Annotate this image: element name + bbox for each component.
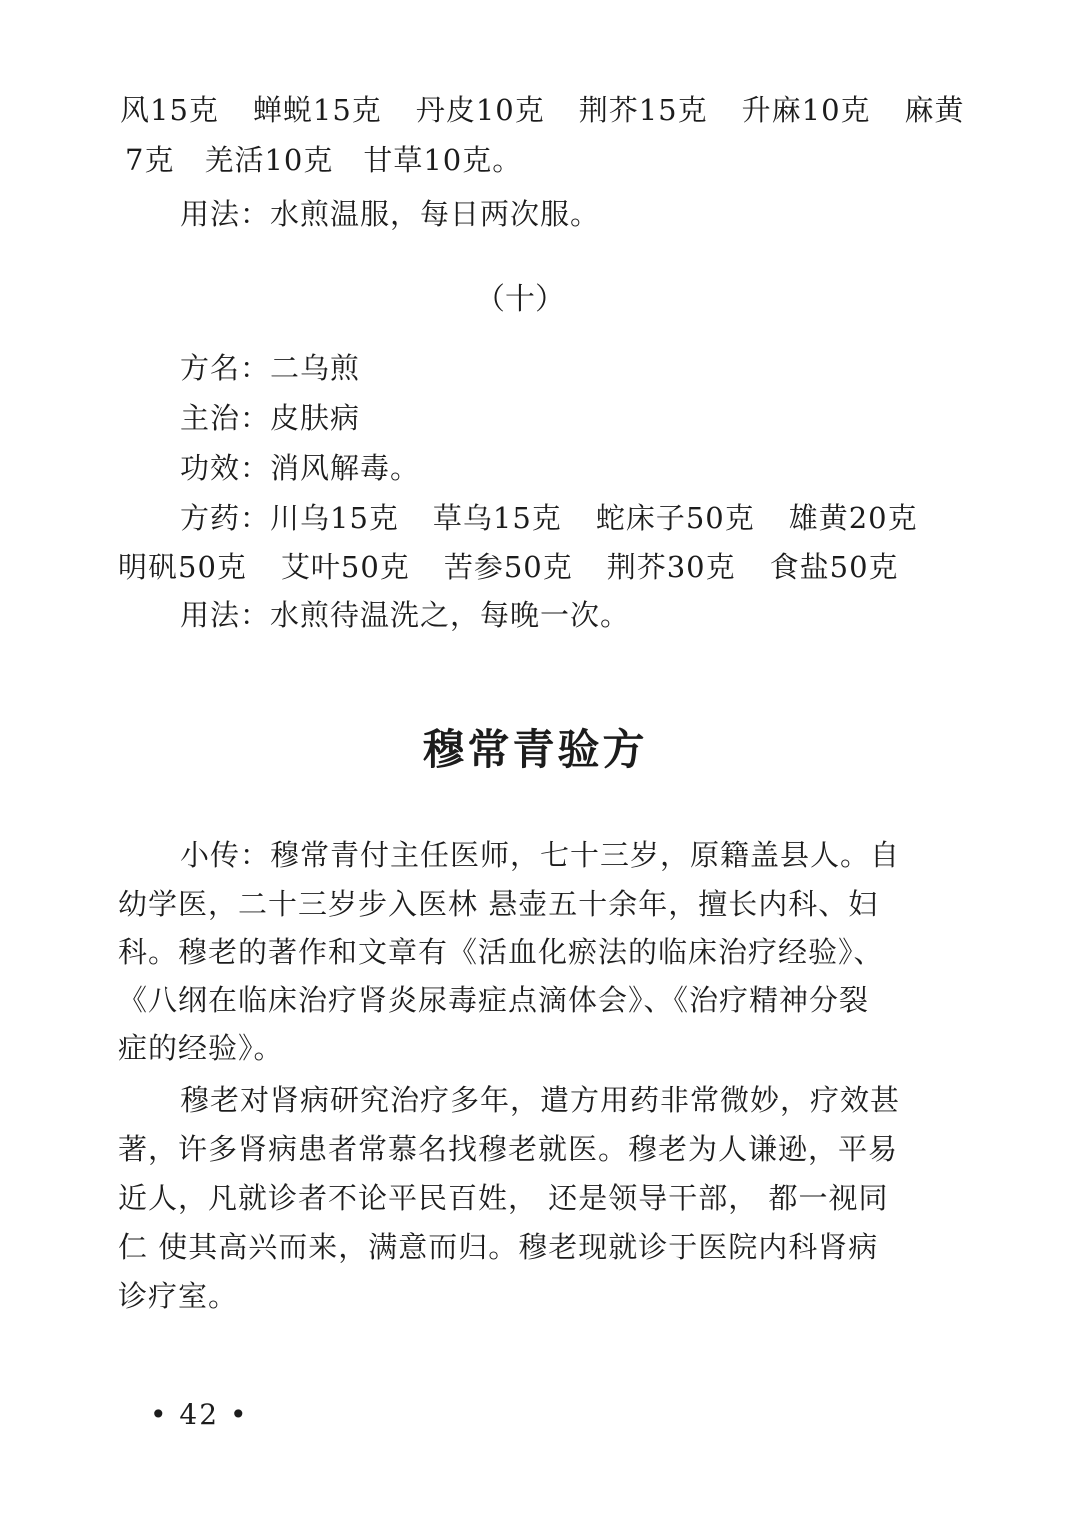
ingredient: 丹皮10克 — [415, 93, 545, 127]
ingredient: 甘草10克。 — [363, 143, 523, 177]
ingredient: 麻黄 — [904, 93, 965, 127]
para2-line-3: 近人，凡就诊者不论平民百姓， 还是领导干部， 都一视同 — [118, 1181, 889, 1215]
ingredient: 艾叶50克 — [280, 550, 410, 584]
recipe-number: （十） — [475, 282, 565, 317]
ingredient: 苦参50克 — [443, 550, 573, 584]
bio-line-1: 小传：穆常青付主任医师，七十三岁，原籍盖县人。自 — [180, 838, 901, 872]
recipe-ingredients-line-1 — [180, 498, 918, 538]
bio-line-2: 幼学医，二十三岁步入医林 悬壶五十余年，擅长内科、妇 — [118, 887, 879, 921]
ingredient: 荆芥30克 — [606, 550, 736, 584]
ingredient: 食盐50克 — [769, 550, 899, 584]
ingredient: 方药：川乌15克 — [180, 501, 399, 535]
recipe-indication: 主治：皮肤病 — [180, 401, 361, 435]
ingredient: 风15克 — [120, 93, 219, 127]
page-number: • 42 • — [150, 1398, 249, 1431]
recipe-usage: 用法：水煎待温洗之，每晚一次。 — [180, 598, 631, 632]
ingredient: 蝉蜕15克 — [252, 93, 382, 127]
ingredient: 荆芥15克 — [578, 93, 708, 127]
prev-usage: 用法：水煎温服，每日两次服。 — [180, 197, 601, 231]
para2-line-5: 诊疗室。 — [118, 1279, 239, 1313]
bio-line-3: 科。穆老的著作和文章有《活血化瘀法的临床治疗经验》、 — [118, 935, 884, 969]
para2-line-4: 仁 使其高兴而来，满意而归。穆老现就诊于医院内科肾病 — [118, 1230, 879, 1264]
para2-line-2: 著，许多肾病患者常慕名找穆老就医。穆老为人谦逊，平易 — [118, 1132, 899, 1166]
para2-line-1: 穆老对肾病研究治疗多年，遣方用药非常微妙，疗效甚 — [180, 1083, 901, 1117]
recipe-effect: 功效：消风解毒。 — [180, 451, 421, 485]
recipe-name: 方名：二乌煎 — [180, 351, 361, 385]
recipe-ingredients-line-2 — [118, 547, 899, 587]
ingredient: 7克 — [125, 143, 175, 177]
prev-ingredients-line-1 — [120, 90, 965, 130]
prev-ingredients-line-2 — [125, 140, 522, 180]
ingredient: 雄黄20克 — [788, 501, 918, 535]
ingredient: 蛇床子50克 — [595, 501, 755, 535]
ingredient: 羌活10克 — [204, 143, 334, 177]
ingredient: 升麻10克 — [741, 93, 871, 127]
section-title: 穆常青验方 — [422, 725, 648, 774]
ingredient: 草乌15克 — [432, 501, 562, 535]
bio-line-4: 《八纲在临床治疗肾炎尿毒症点滴体会》、《治疗精神分裂 — [118, 983, 870, 1017]
ingredient: 明矾50克 — [118, 550, 247, 584]
bio-line-5: 症的经验》。 — [118, 1031, 284, 1065]
